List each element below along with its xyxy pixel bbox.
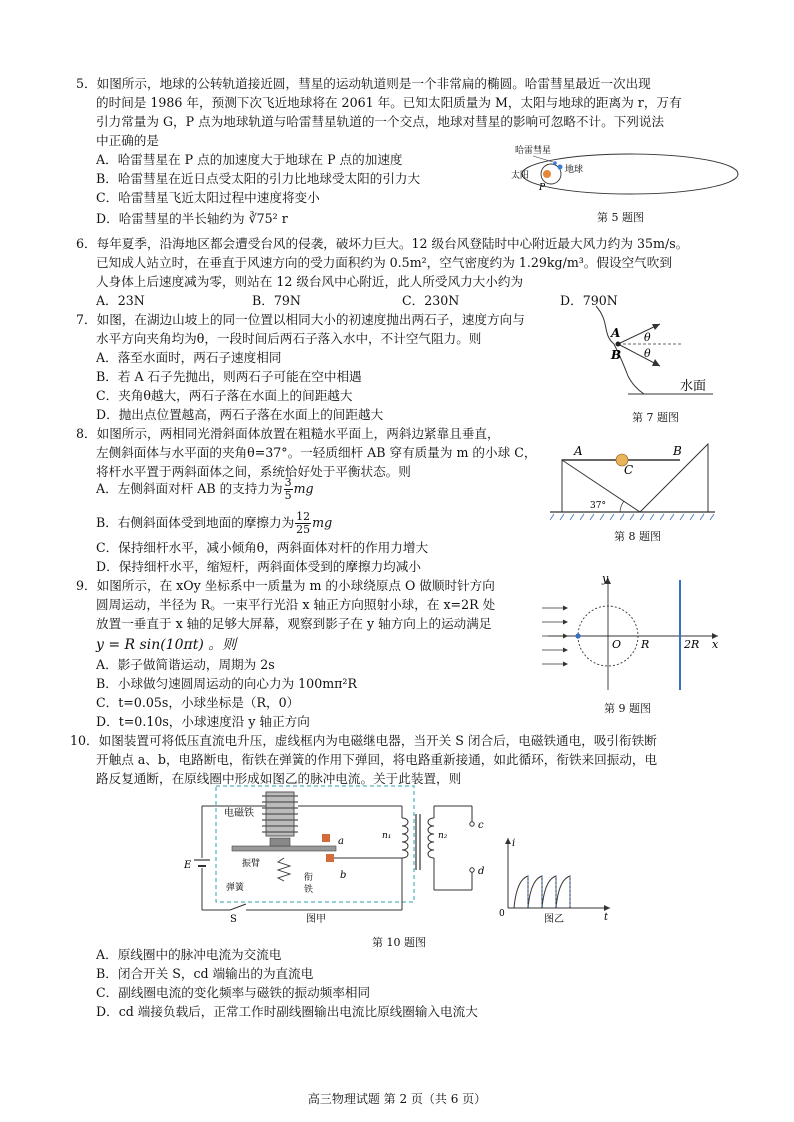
label-c: C: [624, 463, 634, 477]
label-2r: 2R: [684, 638, 700, 651]
relay-box: [216, 786, 414, 902]
q10-option-d: D．cd 端接负载后，正常工作时副线圈输出电流比原线圈输入电流大: [96, 1004, 478, 1019]
label-p: P: [539, 183, 546, 193]
q5-stem-1: 5．如图所示，地球的公转轨道接近圆，彗星的运动轨道则是一个非常扁的椭圆。哈雷彗星最近一次出现: [76, 76, 651, 91]
q6-stem-2: 已知成人站立时，在垂直于风速方向的受力面积约为 0.5m²，空气密度约为 1.29kg/m³。假设空气吹到: [96, 255, 672, 270]
q10-stem-3: 路反复通断，在原线圈中形成如图乙的脉冲电流。关于此装置，则: [96, 771, 462, 786]
label-armature-2: 铁: [304, 885, 314, 895]
label-fig-yi: 图乙: [544, 914, 564, 923]
label-magnet: 电磁铁: [224, 808, 254, 819]
earth-dot: [558, 165, 563, 170]
q7-option-c: C．夹角θ越大，两石子落在水面上的间距越大: [96, 388, 353, 403]
label-c: c: [478, 820, 484, 831]
q6-stem-3: 人身体上后速度减为零，则站在 12 级台风中心附近，此人所受风力大小约为: [96, 274, 524, 289]
q10-option-c: C．副线圈电流的变化频率与磁铁的振动频率相同: [96, 985, 371, 1000]
q8-option-a: A．左侧斜面对杆 AB 的支持力为 $\frac{3}{5}$ mg: [96, 476, 314, 502]
label-a: A: [611, 326, 621, 340]
label-fig-jia: 图甲: [306, 914, 326, 923]
page-footer: 高三物理试题 第 2 页（共 6 页）: [307, 1092, 487, 1106]
label-theta-2: θ: [644, 347, 651, 360]
q8-stem-3: 将杆水平置于两斜面体之间，系统恰好处于平衡状态。则: [96, 464, 411, 479]
q5-stem-4: 中正确的是: [96, 133, 159, 148]
q8-incline-diagram: [550, 440, 720, 522]
q7-option-d: D．抛出点位置越高，两石子落在水面上的间距越大: [96, 407, 384, 422]
label-a: a: [338, 836, 344, 847]
q8-caption: 第 8 题图: [614, 530, 661, 543]
q6-option-b: B．79N: [252, 293, 301, 308]
q7-option-a: A．落至水面时，两石子速度相同: [96, 350, 282, 365]
q9-circle-diagram: [540, 572, 726, 692]
q5-stem-3: 引力常量为 G，P 点为地球轨道与哈雷彗星轨道的一个交点，地球对彗星的影响可忽略不计。下列说法: [96, 114, 665, 129]
label-angle: 37°: [590, 501, 606, 511]
label-origin: 0: [499, 909, 505, 919]
label-earth: 地球: [565, 165, 584, 175]
spring: [278, 858, 290, 881]
q8-option-c: C．保持细杆水平，减小倾角θ，两斜面体对杆的作用力增大: [96, 540, 429, 555]
q5-option-c: C．哈雷彗星飞近太阳过程中速度将变小: [96, 190, 320, 205]
label-o: O: [612, 638, 622, 651]
q8-option-b: B．右侧斜面体受到地面的摩擦力为 $\frac{12}{25}$ mg: [96, 510, 333, 536]
q8-stem-1: 8．如图所示，两相同光滑斜面体放置在粗糙水平面上，两斜边紧靠且垂直，: [76, 426, 500, 441]
q6-option-d: D．790N: [560, 293, 618, 308]
q9-option-c: C．t=0.05s，小球坐标是（R，0）: [96, 695, 300, 710]
q9-stem-4: y = R sin(10πt) 。则: [96, 637, 237, 653]
q9-option-a: A．影子做简谐运动，周期为 2s: [96, 657, 275, 672]
q5-orbit-diagram: [505, 140, 745, 210]
label-n2: n₂: [438, 831, 448, 841]
label-y: y: [602, 572, 609, 585]
q7-option-b: B．若 A 石子先抛出，则两石子可能在空中相遇: [96, 369, 362, 384]
q7-slope-diagram: [588, 304, 718, 404]
label-halley: 哈雷彗星: [515, 146, 552, 156]
label-spring: 弹簧: [226, 883, 245, 893]
label-x: x: [712, 638, 719, 651]
vibrating-arm: [232, 846, 336, 851]
label-sun: 太阳: [511, 171, 530, 181]
label-t: t: [604, 912, 609, 923]
q10-stem-1: 10．如图装置可将低压直流电升压，虚线框内为电磁继电器，当开关 S 闭合后，电磁铁通电，吸引衔铁断: [70, 733, 657, 748]
q10-caption: 第 10 题图: [372, 936, 426, 949]
q9-stem-1: 9．如图所示，在 xOy 坐标系中一质量为 m 的小球绕原点 O 做顺时针方向: [76, 578, 495, 593]
q5-option-a: A．哈雷彗星在 P 点的加速度大于地球在 P 点的加速度: [96, 152, 403, 167]
q6-option-a: A．23N: [96, 293, 145, 308]
q7-stem-1: 7．如图，在湖边山坡上的同一位置以相同大小的初速度抛出两石子，速度方向与: [76, 312, 525, 327]
label-e: E: [184, 860, 192, 871]
q8-option-d: D．保持细杆水平，缩短杆，两斜面体受到的摩擦力均减小: [96, 559, 421, 574]
q5-option-d: D．哈雷彗星的半长轴约为 ∛75² r: [96, 211, 288, 226]
label-r: R: [641, 638, 650, 651]
q10-option-a: A．原线圈中的脉冲电流为交流电: [96, 947, 282, 962]
q9-stem-2: 圆周运动，半径为 R。一束平行光沿 x 轴正方向照射小球，在 x=2R 处: [96, 597, 496, 612]
q10-option-b: B．闭合开关 S，cd 端输出的为直流电: [96, 966, 314, 981]
label-a: A: [574, 444, 583, 458]
label-b: B: [611, 348, 622, 362]
q5-caption: 第 5 题图: [597, 211, 644, 224]
label-arm: 振臂: [242, 859, 261, 869]
q7-caption: 第 7 题图: [632, 411, 679, 424]
label-theta-1: θ: [644, 331, 651, 344]
label-b: B: [673, 444, 682, 458]
label-i: i: [512, 838, 516, 849]
label-water: 水面: [680, 379, 707, 394]
label-b: b: [340, 870, 347, 881]
q5-stem-2: 的时间是 1986 年，预测下次飞近地球将在 2061 年。已知太阳质量为 M，太阳与地球的距离为 r，万有: [96, 95, 682, 110]
label-s: S: [230, 914, 237, 923]
label-d: d: [478, 866, 485, 877]
q9-option-d: D．t=0.10s，小球速度沿 y 轴正方向: [96, 714, 310, 729]
q9-caption: 第 9 题图: [604, 702, 651, 715]
q9-option-b: B．小球做匀速圆周运动的向心力为 100mπ²R: [96, 676, 357, 691]
sun-dot: [543, 170, 551, 178]
q10-stem-2: 开触点 a、b，电路断电，衔铁在弹簧的作用下弹回，将电路重新接通，如此循环，衔铁来回振动，电: [96, 752, 658, 767]
label-n1: n₁: [382, 831, 392, 841]
q7-stem-2: 水平方向夹角均为θ，一段时间后两石子落入水中，不计空气阻力。则: [96, 331, 482, 346]
q6-stem-1: 6．每年夏季，沿海地区都会遭受台风的侵袭，破坏力巨大。12 级台风登陆时中心附近最大风力约为 35m/s。: [76, 236, 689, 251]
q5-option-b: B．哈雷彗星在近日点受太阳的引力比地球受太阳的引力大: [96, 171, 421, 186]
label-armature-1: 衔: [304, 873, 314, 883]
q9-stem-3: 放置一垂直于 x 轴的足够大屏幕，观察到影子在 y 轴方向上的运动满足: [96, 616, 492, 631]
ball: [575, 633, 580, 638]
q6-option-c: C．230N: [402, 293, 460, 308]
q8-stem-2: 左侧斜面体与水平面的夹角θ=37°。一轻质细杆 AB 穿有质量为 m 的小球 C，: [96, 445, 537, 460]
q10-circuit-diagram: [180, 778, 620, 923]
